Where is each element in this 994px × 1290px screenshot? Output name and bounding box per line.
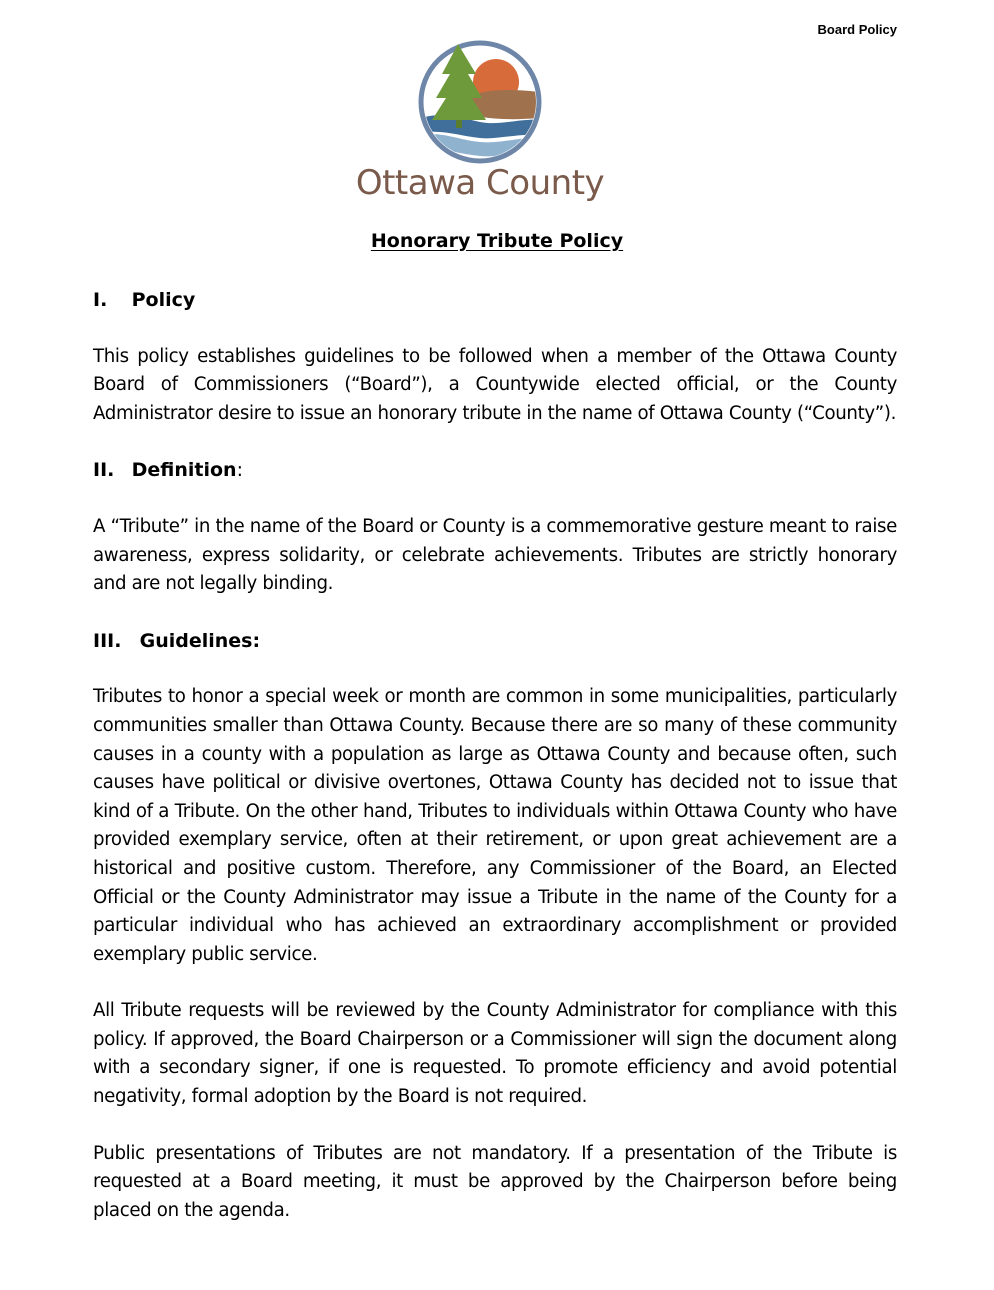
- section-title-suffix: :: [236, 459, 243, 482]
- ottawa-county-logo: [340, 40, 620, 218]
- paragraph: This policy establishes guidelines to be followed when a member of the Ottawa County Board of Commissioners (“Board”), a Countywide elected official, or the County Administrator desire to issue an honorary tribute in the name of Ottawa County (“County”).: [93, 345, 897, 424]
- board-policy-label: Board Policy: [817, 22, 897, 37]
- section-number: II.: [93, 459, 115, 482]
- section-title: Policy: [131, 289, 196, 311]
- paragraph: A “Tribute” in the name of the Board or County is a commemorative gesture meant to raise awareness, express solidarity, or celebrate achievements. Tributes are strictly honorary and are not legally binding.: [93, 515, 897, 595]
- section-title: Definition: [131, 459, 237, 482]
- document-title: Honorary Tribute Policy: [370, 230, 624, 252]
- section-heading-definition: [93, 456, 897, 485]
- logo-emblem-icon: [340, 40, 620, 166]
- document-body: [93, 286, 897, 1253]
- section-heading-guidelines: [93, 627, 897, 656]
- section-title: Guidelines:: [139, 629, 261, 652]
- logo-wordmark: Ottawa County: [355, 163, 605, 203]
- section-number: I.: [93, 289, 108, 311]
- paragraph: All Tribute requests will be reviewed by the County Administrator for compliance with this policy. If approved, the Board Chairperson or a Commissioner will sign the document along with a secondary signer, if one is requested. To promote efficiency and avoid potential negativity, formal adoption by the Board is not required.: [93, 1000, 897, 1108]
- section-heading-policy: [93, 286, 897, 315]
- paragraph: Public presentations of Tributes are not mandatory. If a presentation of the Tribute is requested at a Board meeting, it must be approved by the Chairperson before being placed on the agenda.: [93, 1142, 897, 1221]
- paragraph: Tributes to honor a special week or month are common in some municipalities, particularly communities smaller than Ottawa County. Because there are so many of these community causes in a county with a population as large as Ottawa County and because often, such causes have political or divisive overtones, Ottawa County has decided not to issue that kind of a Tribute. On the other hand, Tributes to individuals within Ottawa County who have provided exemplary service, often at their retirement, or upon great achievement are a historical and positive custom. Therefore, any Commissioner of the Board, an Elected Official or the County Administrator may issue a Tribute in the name of the County for a particular individual who has achieved an extraordinary accomplishment or provided exemplary public service.: [93, 686, 897, 965]
- section-number: III.: [93, 629, 122, 652]
